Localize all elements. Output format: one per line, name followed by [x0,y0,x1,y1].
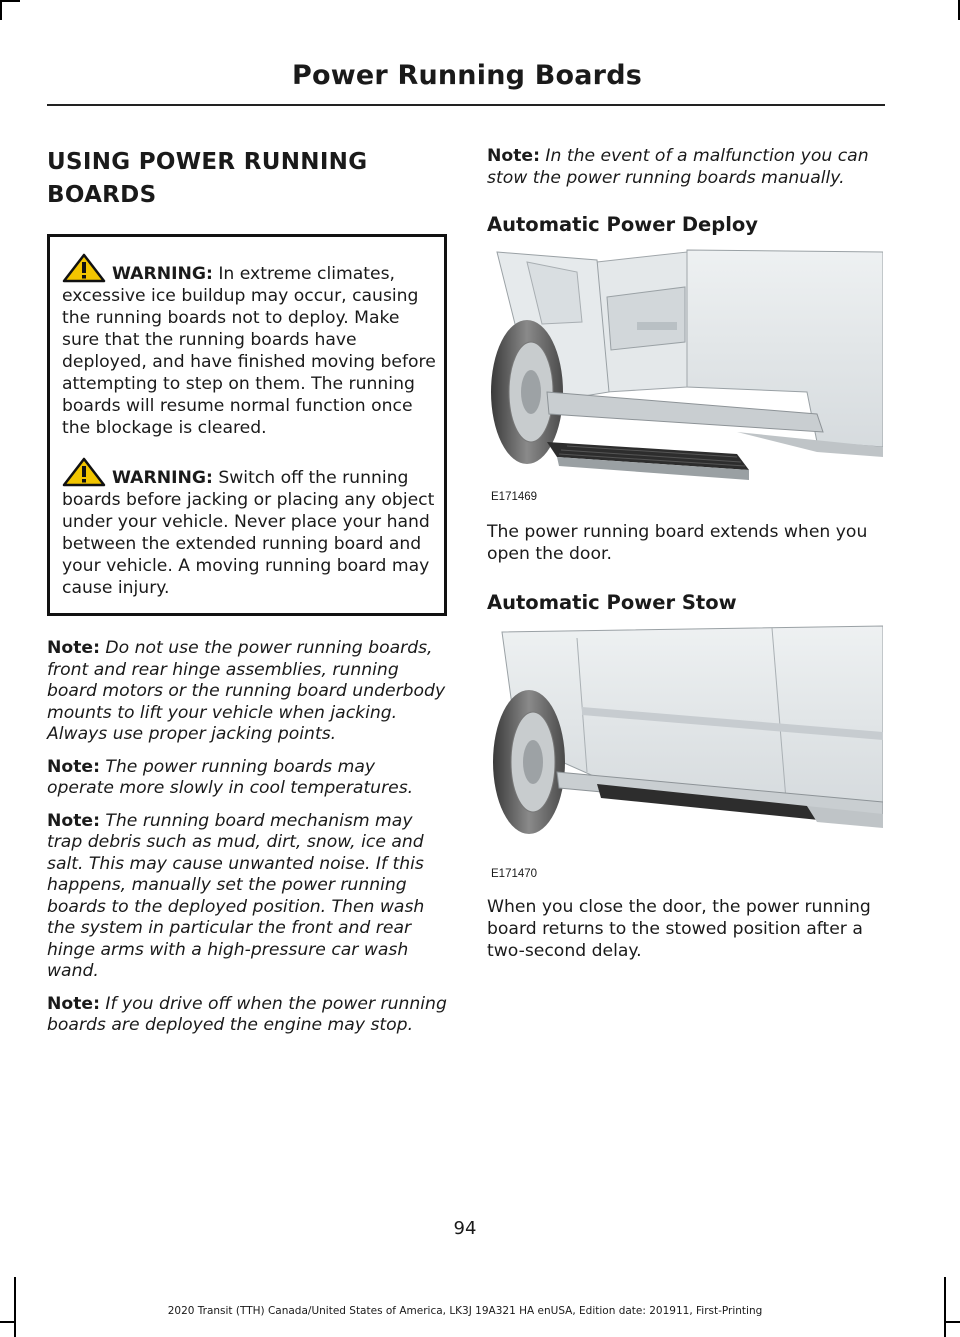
crop-mark [944,1321,960,1323]
crop-mark [15,0,17,2]
note-paragraph [47,994,447,1037]
note-paragraph [47,757,447,800]
warning-label: WARNING: [112,468,213,488]
notes-list [47,638,447,1037]
edition-line: 2020 Transit (TTH) Canada/United States of America, LK3J 19A321 HA enUSA, Edition date: 201911, First-Printing [167,1305,763,1317]
warning-text: In extreme climates, excessive ice buildup may occur, causing the running boards not to deploy. Make sure that the running boards have deployed, and have finished moving before attempting to step on them. The running boards will resume normal function once the blockage is cleared. [62,264,436,438]
warning-triangle-icon [62,457,106,487]
deploy-description: The power running board extends when you open the door. [487,522,868,564]
note-label: Note: [487,146,540,166]
section-title: USING POWER RUNNING BOARDS [47,149,368,208]
note-label: Note: [47,638,100,658]
deploy-illustration [487,242,883,507]
note-paragraph [487,146,887,189]
note-text: If you drive off when the power running boards are deployed the engine may stop. [47,993,447,1035]
note-label: Note: [47,810,100,831]
stow-description: When you close the door, the power running board returns to the stowed position after a two-second delay. [487,897,871,961]
warning-label: WARNING: [112,264,213,284]
van-deployed-board-image [487,242,883,507]
note-paragraph [47,811,447,983]
note-text: In the event of a malfunction you can stow the power running boards manually. [487,146,869,188]
note-text: The running board mechanism may trap debris such as mud, dirt, snow, ice and salt. This may cause unwanted noise. If this happens, manually set the power running boards to the deployed position. Then wash the system in particular the front and rear hinge arms with a high-pressure car wash wand. [47,810,425,981]
warning-triangle-icon [62,253,106,283]
note-text: The power running boards may operate more slowly in cool temperatures. [47,756,414,798]
note-label: Note: [47,993,100,1014]
note-text: Do not use the power running boards, front and rear hinge assemblies, running board motors or the running board underbody mounts to lift your vehicle when jacking. Always use proper jacking points. [47,638,446,744]
warning-box [47,234,447,616]
header-rule [47,104,885,106]
warning-paragraph [62,457,436,599]
crop-mark [944,1277,946,1337]
right-column [487,146,887,962]
figure-id: E171470 [491,868,538,880]
page-header-title: Power Running Boards [291,60,642,91]
page-number: 94 [453,1218,477,1239]
van-stowed-board-image [487,622,883,884]
stow-illustration [487,622,883,884]
crop-mark [0,1321,16,1323]
deploy-heading: Automatic Power Deploy [487,213,759,236]
warning-paragraph [62,253,436,439]
crop-mark [0,0,2,20]
figure-id: E171469 [491,491,538,503]
crop-mark [0,0,20,2]
warning-text: Switch off the running boards before jacking or placing any object under your vehicle. Never place your hand between the extended running board and your vehicle. A moving running board may cause injury. [62,468,435,598]
left-column [47,146,447,1048]
note-label: Note: [47,756,100,777]
note-paragraph [47,638,447,746]
stow-heading: Automatic Power Stow [487,591,737,614]
